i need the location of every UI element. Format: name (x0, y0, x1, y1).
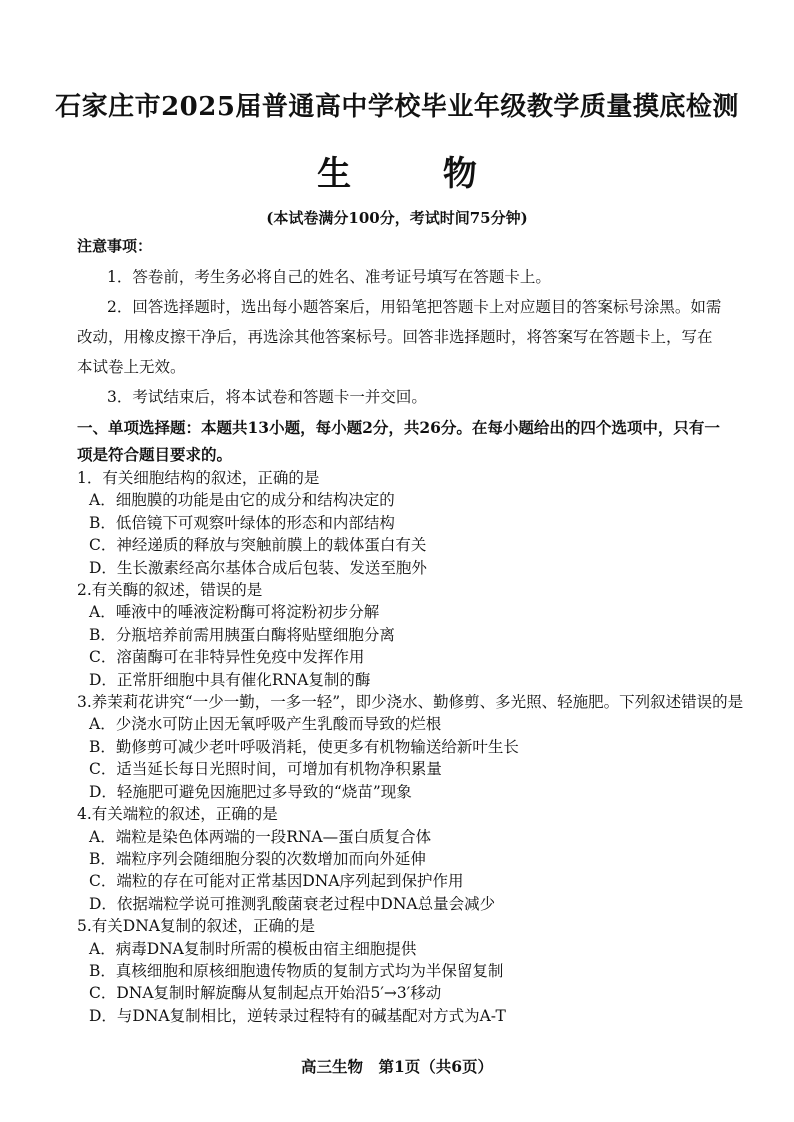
question-3 (77, 691, 744, 803)
option-c: C．溶菌酶可在非特异性免疫中发挥作用 (89, 648, 365, 667)
option-d: D．正常肝细胞中具有催化RNA复制的酶 (89, 670, 371, 689)
notice-item: 2．回答选择题时，选出每小题答案后，用铅笔把答题卡上对应题目的答案标号涂黑。如需改动，用橡皮擦干净后，再选涂其他答案标号。回答非选择题时，将答案写在答题卡上，写在本试卷上无效。 (77, 298, 722, 376)
question-stem: 2.有关酶的叙述，错误的是 (77, 581, 263, 600)
option-b: B．端粒序列会随细胞分裂的次数增加而向外延伸 (89, 849, 426, 868)
notice-heading: 注意事项： (77, 237, 153, 255)
notice-item: 1．答卷前，考生务必将自己的姓名、准考证号填写在答题卡上。 (107, 268, 551, 286)
option-c: C．DNA复制时解旋酶从复制起点开始沿5′→3′移动 (89, 984, 442, 1003)
page-footer: 高三生物 第1页（共6页） (300, 1057, 494, 1076)
option-d: D．生长激素经高尔基体合成后包装、发送至胞外 (89, 558, 427, 577)
exam-info: (本试卷满分100分，考试时间75分钟) (266, 209, 528, 227)
option-d: D．依据端粒学说可推测乳酸菌衰老过程中DNA总量会减少 (89, 894, 496, 913)
subject-title: 生 物 (317, 154, 517, 194)
question-stem: 3.养茉莉花讲究“一少一勤，一多一轻”，即少浇水、勤修剪、多光照、轻施肥。下列叙述错误的是 (77, 693, 744, 712)
option-c: C．神经递质的释放与突触前膜上的载体蛋白有关 (89, 536, 427, 555)
section-heading: 一、单项选择题：本题共13小题，每小题2分，共26分。在每小题给出的四个选项中，只有一项是符合题目要求的。 (77, 418, 720, 464)
notice-list (77, 262, 723, 412)
notice-item: 3．考试结束后，将本试卷和答题卡一并交回。 (107, 388, 427, 406)
question-1 (77, 467, 723, 579)
option-c: C．适当延长每日光照时间，可增加有机物净积累量 (89, 760, 442, 779)
question-4 (77, 803, 723, 915)
option-a: A．细胞膜的功能是由它的成分和结构决定的 (89, 491, 395, 510)
option-a: A．病毒DNA复制时所需的模板由宿主细胞提供 (89, 939, 417, 958)
option-a: A．唾液中的唾液淀粉酶可将淀粉初步分解 (89, 603, 380, 622)
option-d: D．与DNA复制相比，逆转录过程特有的碱基配对方式为A-T (89, 1006, 506, 1025)
question-stem: 5.有关DNA复制的叙述，正确的是 (77, 917, 315, 936)
option-b: B．分瓶培养前需用胰蛋白酶将贴壁细胞分离 (89, 625, 395, 644)
question-5 (77, 915, 723, 1027)
option-a: A．少浇水可防止因无氧呼吸产生乳酸而导致的烂根 (89, 715, 442, 734)
option-b: B．真核细胞和原核细胞遗传物质的复制方式均为半保留复制 (89, 961, 504, 980)
question-2 (77, 579, 723, 691)
option-a: A．端粒是染色体两端的一段RNA—蛋白质复合体 (89, 827, 432, 846)
option-b: B．低倍镜下可观察叶绿体的形态和内部结构 (89, 513, 395, 532)
question-stem: 1．有关细胞结构的叙述，正确的是 (77, 469, 320, 487)
question-list (77, 467, 744, 1027)
question-stem: 4.有关端粒的叙述，正确的是 (77, 805, 278, 824)
option-c: C．端粒的存在可能对正常基因DNA序列起到保护作用 (89, 872, 464, 891)
exam-title: 石家庄市2025届普通高中学校毕业年级教学质量摸底检测 (55, 92, 739, 122)
option-d: D．轻施肥可避免因施肥过多导致的“烧苗”现象 (89, 782, 412, 801)
option-b: B．勤修剪可减少老叶呼吸消耗，使更多有机物输送给新叶生长 (89, 737, 519, 756)
